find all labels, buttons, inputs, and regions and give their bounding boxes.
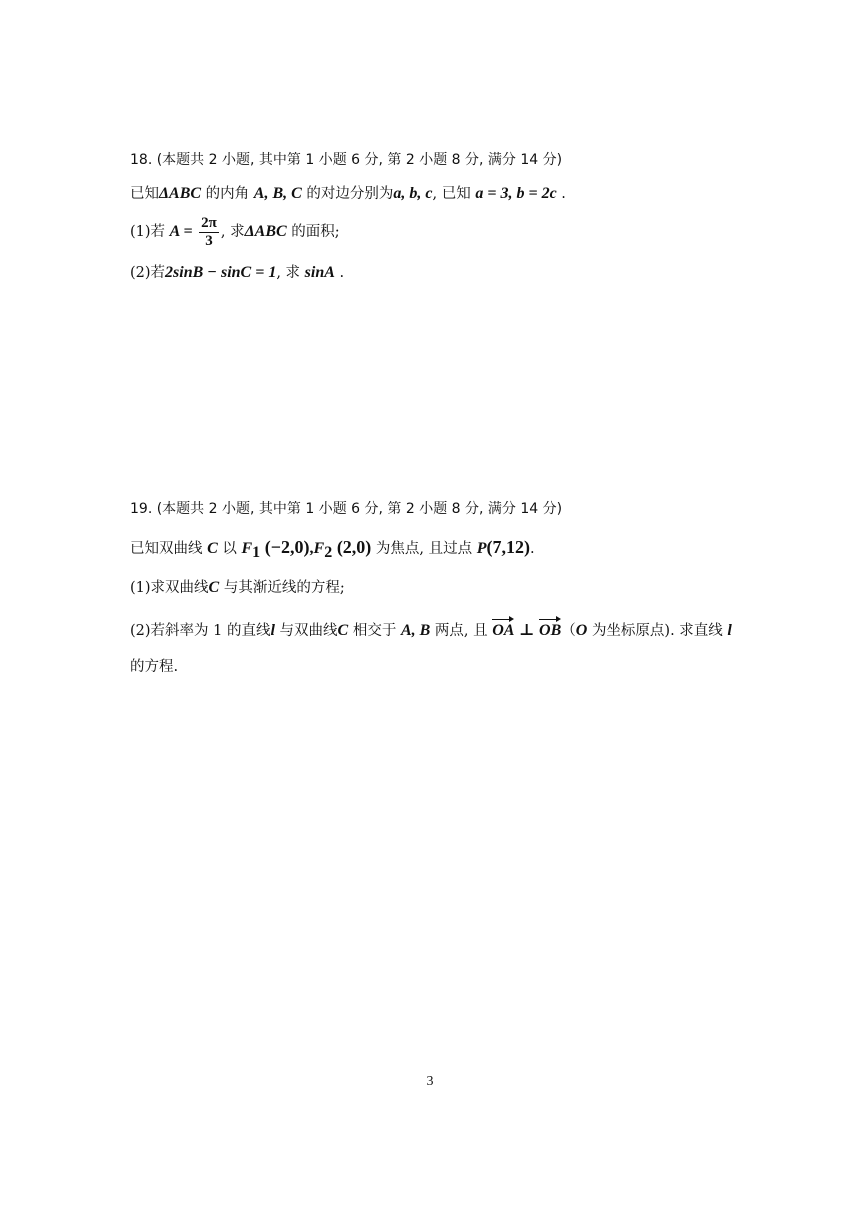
text: 以 [222, 541, 237, 557]
text: 与其渐近线的方程; [223, 580, 345, 596]
text: 为焦点, 且过点 [375, 541, 473, 557]
math-c: C [208, 579, 220, 596]
fraction-numerator: 2π [201, 214, 217, 231]
text: 已知 [130, 186, 159, 202]
text: (1)求双曲线 [130, 580, 209, 596]
subscript: 2 [324, 543, 333, 561]
math-triangle-abc: ΔABC [159, 185, 202, 202]
vector-oa: OA [492, 619, 514, 641]
page-number: 3 [426, 1074, 434, 1089]
q19-part2-continuation: 的方程. [130, 659, 179, 675]
q19-part2 [130, 619, 732, 641]
math-o: O [575, 622, 588, 639]
q18-stem [130, 184, 566, 204]
math-c: C [207, 540, 218, 557]
text: 相交于 [352, 623, 397, 639]
q19-stem [130, 537, 535, 563]
text: (1)若 [130, 224, 166, 240]
math-condition: a = 3, b = 2c [475, 185, 557, 202]
fraction-denominator: 3 [205, 232, 213, 249]
text: （ [561, 623, 576, 639]
text: . [339, 265, 345, 281]
q19-part1 [130, 578, 345, 598]
math-p: P [476, 540, 487, 557]
fraction-2pi-over-3 [199, 215, 219, 250]
math-f2-coord: (2,0) [336, 537, 372, 557]
math-points-ab: A, B [400, 622, 431, 639]
subscript: 1 [252, 543, 261, 561]
vector-ob: OB [539, 619, 561, 641]
math-f1-coord: (−2,0) [264, 537, 310, 557]
math-f2: F [313, 540, 325, 557]
text: , 求 [220, 224, 245, 240]
text: , 求 [276, 265, 301, 281]
text: (2)若 [130, 265, 166, 281]
math-a-equals: A = [169, 223, 193, 240]
text: , 已知 [432, 186, 471, 202]
text: (2)若斜率为 1 的直线 [130, 623, 271, 639]
text: 与双曲线 [279, 623, 338, 639]
math-sin-condition: 2sinB − sinC = 1 [165, 264, 277, 281]
math-p-coord: (7,12) [486, 537, 531, 557]
text: 两点, 且 [434, 623, 488, 639]
text: . [561, 186, 566, 202]
text: 的面积; [291, 224, 340, 240]
math-l: l [727, 622, 732, 639]
text: 为坐标原点). 求直线 [591, 623, 723, 639]
math-l: l [270, 622, 275, 639]
math-c: C [337, 622, 349, 639]
perpendicular-symbol: ⊥ [519, 622, 535, 639]
q18-part1 [130, 214, 340, 250]
q19-header: 19. (本题共 2 小题, 其中第 1 小题 6 分, 第 2 小题 8 分, 满分 14 分) [130, 501, 563, 517]
text: 的对边分别为 [306, 186, 394, 202]
text: 已知双曲线 [130, 541, 203, 557]
q18-header: 18. (本题共 2 小题, 其中第 1 小题 6 分, 第 2 小题 8 分, 满分 14 分) [130, 152, 563, 168]
math-triangle-abc: ΔABC [244, 223, 287, 240]
text: 的内角 [205, 186, 250, 202]
math-sin-a: sinA [304, 264, 335, 281]
math-sides: a, b, c [393, 185, 433, 202]
q18-part2 [130, 263, 344, 283]
text: . [530, 541, 535, 557]
math-angles: A, B, C [253, 185, 302, 202]
text: , [309, 540, 314, 557]
math-f1: F [241, 540, 253, 557]
